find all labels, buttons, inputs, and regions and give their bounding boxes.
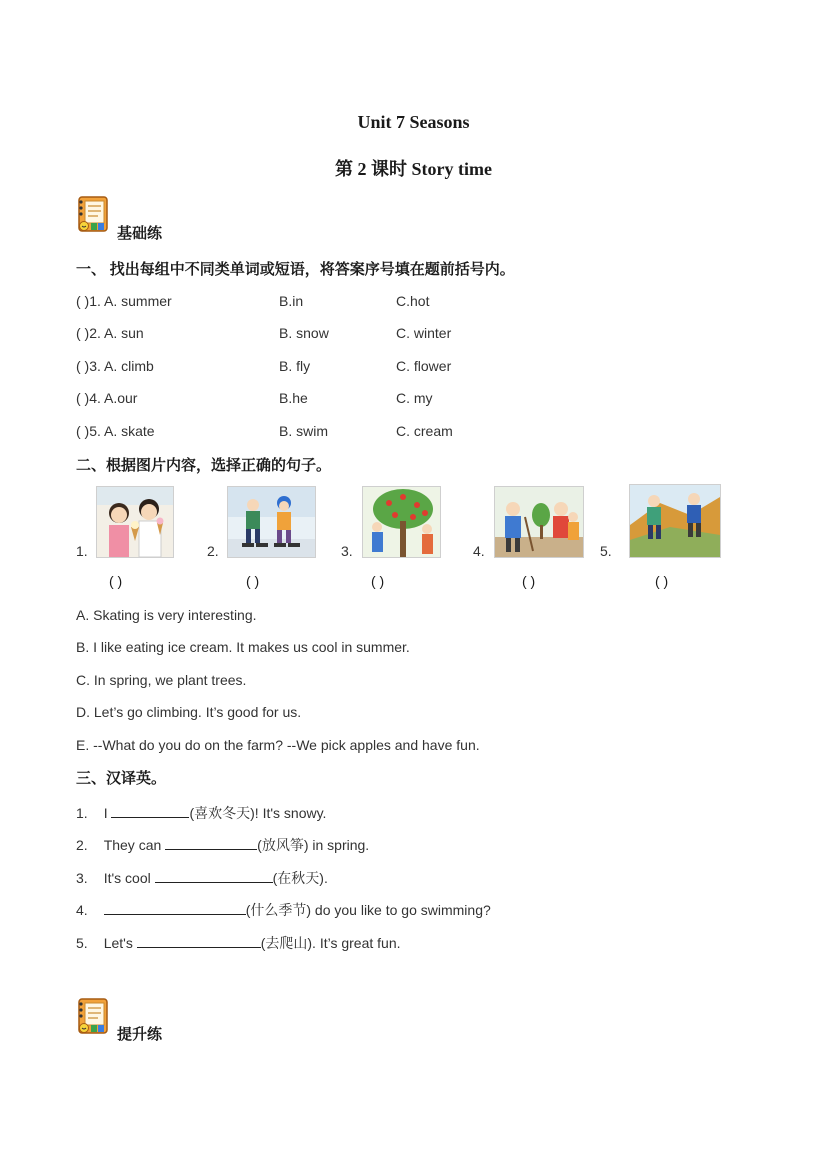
item-suffix: do you like to go swimming? — [311, 902, 491, 918]
answer-blank[interactable] — [155, 867, 273, 883]
picture-planting-trees — [494, 486, 584, 558]
option-d: D. Let’s go climbing. It’s good for us. — [76, 704, 302, 720]
item-suffix: in spring. — [308, 837, 370, 853]
part1-item-4-a: ( )4. A.our — [76, 390, 138, 406]
section-basic-label: 基础练 — [117, 226, 163, 242]
item-prefix: I — [103, 805, 112, 821]
picture-ice-cream — [96, 486, 174, 558]
part1-item-5-b: B. swim — [279, 423, 328, 439]
part1-item-1-c: C.hot — [396, 293, 430, 309]
item-number: 4. — [76, 902, 88, 918]
item-prefix: Let's — [103, 935, 137, 951]
answer-blank[interactable] — [111, 802, 189, 818]
translate-item-3 — [76, 867, 328, 888]
part2-heading: 二、根据图片内容，选择正确的句子。 — [76, 458, 332, 474]
item-suffix: . It’s great fun. — [312, 935, 401, 951]
chinese-hint: (放风筝) — [257, 837, 309, 853]
picture-4-label: 4. — [473, 543, 485, 559]
item-suffix: . — [323, 870, 328, 886]
picture-1-answer[interactable]: ( ) — [109, 573, 123, 589]
option-a: A. Skating is very interesting. — [76, 607, 257, 623]
unit-title: Unit 7 Seasons — [357, 112, 470, 132]
part1-item-5-a: ( )5. A. skate — [76, 423, 155, 439]
translate-item-5 — [76, 932, 401, 953]
section-advanced-label: 提升练 — [117, 1027, 163, 1043]
item-number: 5. — [76, 935, 88, 951]
picture-3-answer[interactable]: ( ) — [371, 573, 385, 589]
part3-heading: 三、汉译英。 — [76, 771, 167, 787]
part1-item-1-b: B.in — [279, 293, 304, 309]
item-prefix: They can — [103, 837, 166, 853]
picture-4-answer[interactable]: ( ) — [522, 573, 536, 589]
picture-3-label: 3. — [341, 543, 353, 559]
item-suffix: ! It's snowy. — [254, 805, 327, 821]
answer-blank[interactable] — [165, 834, 257, 850]
chinese-hint: (在秋天) — [272, 870, 324, 886]
part1-item-4-c: C. my — [396, 390, 433, 406]
answer-blank[interactable] — [137, 932, 261, 948]
picture-2-label: 2. — [207, 543, 219, 559]
picture-apple-picking — [362, 486, 441, 558]
part1-item-4-b: B.he — [279, 390, 308, 406]
chinese-hint: (喜欢冬天) — [189, 805, 255, 821]
item-number: 2. — [76, 837, 88, 853]
part1-item-3-a: ( )3. A. climb — [76, 358, 154, 374]
option-e: E. --What do you do on the farm? --We pick apples and have fun. — [76, 737, 480, 753]
item-number: 1. — [76, 805, 88, 821]
part1-item-2-c: C. winter — [396, 325, 452, 341]
answer-blank[interactable] — [104, 899, 246, 915]
translate-item-1 — [76, 802, 326, 823]
picture-5-answer[interactable]: ( ) — [655, 573, 669, 589]
part1-item-2-b: B. snow — [279, 325, 329, 341]
option-c: C. In spring, we plant trees. — [76, 672, 247, 688]
chinese-hint: (去爬山) — [260, 935, 313, 951]
picture-climbing — [629, 484, 721, 558]
lesson-title: 第 2 课时 Story time — [335, 159, 492, 179]
picture-2-answer[interactable]: ( ) — [246, 573, 260, 589]
part1-item-1-a: ( )1. A. summer — [76, 293, 172, 309]
translate-item-2 — [76, 834, 369, 855]
picture-skating — [227, 486, 316, 558]
option-b: B. I like eating ice cream. It makes us cool in summer. — [76, 639, 410, 655]
chinese-hint: (什么季节) — [245, 902, 312, 918]
part1-heading: 一、 找出每组中不同类单词或短语，将答案序号填在题前括号内。 — [76, 262, 515, 278]
notebook-icon — [76, 196, 110, 234]
part1-item-2-a: ( )2. A. sun — [76, 325, 144, 341]
part1-item-3-b: B. fly — [279, 358, 311, 374]
translate-item-4 — [76, 899, 491, 920]
picture-1-label: 1. — [76, 543, 88, 559]
part1-item-3-c: C. flower — [396, 358, 452, 374]
picture-5-label: 5. — [600, 543, 612, 559]
item-number: 3. — [76, 870, 88, 886]
notebook-icon — [76, 998, 110, 1036]
part1-item-5-c: C. cream — [396, 423, 453, 439]
item-prefix: It's cool — [103, 870, 155, 886]
